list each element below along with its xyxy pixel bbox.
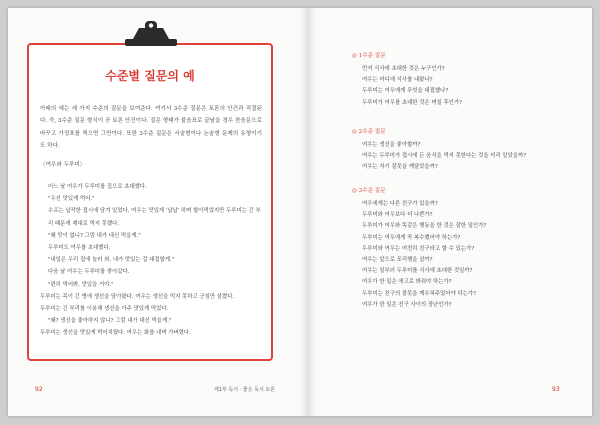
story-line: "우선 맛있게 먹어." <box>48 196 95 203</box>
question-item: 두루미는 친구의 잘못을 깨우쳐주었어야 하는가? <box>362 290 476 297</box>
question-item: 여우는 두루미가 접시에 든 음식을 먹지 못한다는 것을 미리 알았을까? <box>362 153 527 160</box>
story-line: 다음 날 여우는 두루미를 찾아갔다. <box>48 269 130 276</box>
question-item: 두루미는 여우에게 무엇을 대접했나? <box>362 88 449 95</box>
story-line: "편히 먹어봐, 맛있을 거야." <box>48 281 114 288</box>
level-title: ◎ 3수준 질문 <box>352 188 386 194</box>
story-title: 〈여우와 두루미〉 <box>40 162 86 168</box>
story-line: "내일은 우리 집에 놀러 와. 내가 맛있는 걸 대접할게." <box>48 257 175 264</box>
question-item: 두루미가 여우를 초대한 것은 며칠 후인가? <box>362 99 462 106</box>
story-line: 어느 날 여우가 두루미를 집으로 초대했다. <box>48 184 147 190</box>
question-item: 두루미와 여우는 여전히 친구라고 할 수 있는가? <box>362 245 475 252</box>
running-head: 제1부 독서 · 좋은 독서 토론 <box>214 387 276 393</box>
level-title: ◎ 2수준 질문 <box>352 129 386 135</box>
level-3-section <box>352 187 486 311</box>
story-line: 수프는 납작한 접시에 담겨 있었다. 여우는 맛있게 '납납' 하며 할아먹었지만 두루미는 긴 부리 때문에 제대로 먹지 못했다. <box>48 208 261 227</box>
page-number-left: 92 <box>35 386 43 393</box>
level-1-section <box>352 52 462 109</box>
question-item: 여우는 어디에 식사를 내왔나? <box>362 77 433 84</box>
story-line: 두루미도 여우를 초대했다. <box>48 245 111 252</box>
question-item: 여우에게는 다른 친구가 있을까? <box>362 201 438 207</box>
story-line: 두루미는 긴 부리를 이용해 생선을 아주 맛있게 먹었다. <box>40 306 169 313</box>
question-item: 두루미는 여우에게 꼭 복수했어야 하는가? <box>362 234 461 241</box>
question-item: 여우가 한 일은 친구 사이의 장난인가? <box>362 301 452 308</box>
question-item: 먼저 식사에 초대한 것은 누구인가? <box>362 66 445 72</box>
intro-paragraph: 아래의 예는 세 가지 수준의 질문을 보여준다. 여기서 3수준 질문은 토론의 안건과 직결된다. 즉, 3수준 질문 형식이 곧 토론 안건이다. 질문 형태가 불음표로 끝날을 경우 찬음문으로 바꾸고 가정표를 찍으면 그만이다. 또한 3수준 질문은 서술형이나 논술형 문제의 유형이기도 하다. <box>40 106 262 150</box>
question-item: 여우는 앞으로 포리행을 살까? <box>362 257 433 264</box>
story-line: "왜? 생선을 좋아하지 않니? 그럼 내가 대신 먹을게." <box>48 318 172 325</box>
story-line: "왜 맛이 없니? 그럼 내가 대신 먹을게." <box>48 232 141 239</box>
question-item: 여우는 자기 잘못을 깨달았을까? <box>362 164 438 171</box>
book-gutter <box>300 8 316 416</box>
page-number-right: 93 <box>552 386 560 393</box>
level-title: ◎ 1수준 질문 <box>352 53 386 59</box>
question-item: 여우는 일부러 두루미를 식사에 초대한 것일까? <box>362 268 473 275</box>
page-title: 수준별 질문의 예 <box>105 69 195 83</box>
clipboard-clip-icon <box>121 19 181 49</box>
question-item: 여우는 생선을 좋아할까? <box>362 142 421 148</box>
question-item: 두루미가 여우와 똑같은 행동을 한 것은 잘한 일인가? <box>362 223 487 230</box>
story-line: 두루미는 목이 긴 병에 생선을 담아왔다. 여우는 생선을 먹지 못하고 군침만 삼켰다. <box>40 293 235 300</box>
level-2-section <box>352 128 526 174</box>
question-item: 여우가 한 일은 에고로 봐줘야 하는가? <box>362 279 452 286</box>
question-item: 두루미와 여우보다 더 나쁜가? <box>362 212 433 219</box>
story-text <box>40 181 264 340</box>
story-line: 두루미는 생선을 맛있게 먹어치웠다. 여우는 화를 내며 가버렸다. <box>40 330 191 337</box>
